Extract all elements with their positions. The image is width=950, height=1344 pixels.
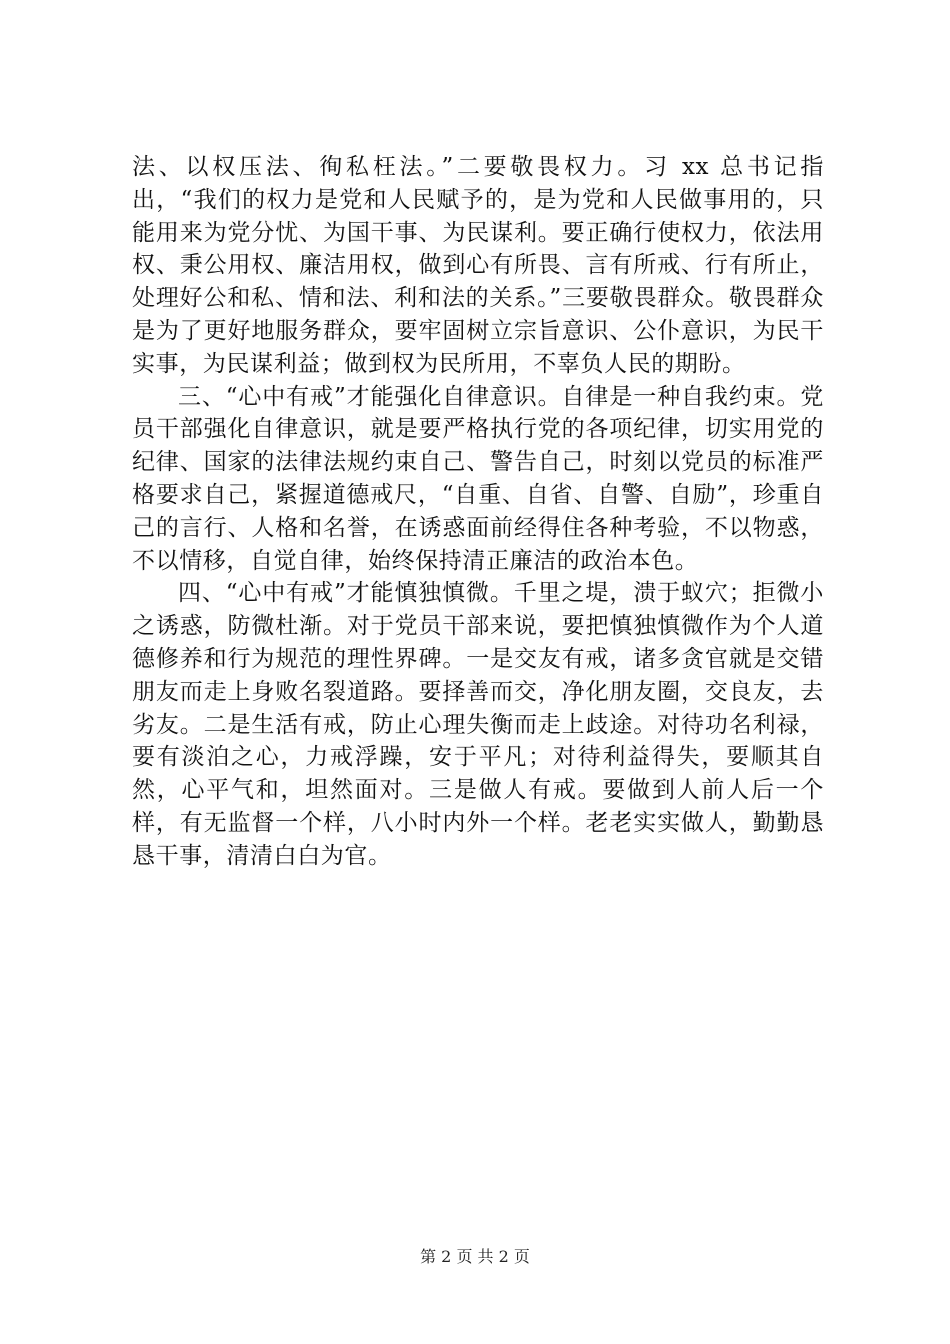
- page-footer: 第 2 页 共 2 页: [420, 1247, 530, 1266]
- document-body: [132, 151, 824, 873]
- paragraph-continuation: 法、以权压法、徇私枉法。”二要敬畏权力。习 xx 总书记指出，“我们的权力是党和人民赋予的，是为党和人民做事用的，只能用来为党分忧、为国干事、为民谋利。要正确行使权力，依法用权、秉公用权、廉洁用权，做到心有所畏、言有所戒、行有所止，处理好公和私、情和法、利和法的关系。”三要敬畏群众。敬畏群众是为了更好地服务群众，要牢固树立宗旨意识、公仆意识，为民干实事，为民谋利益；做到权为民所用，不辜负人民的期盼。: [132, 154, 824, 377]
- paragraph-section-three: 三、“心中有戒”才能强化自律意识。自律是一种自我约束。党员干部强化自律意识，就是要严格执行党的各项纪律，切实用党的纪律、国家的法律法规约束自己、警告自己，时刻以党员的标准严格要求自己，紧握道德戒尺，“自重、自省、自警、自励”，珍重自己的言行、人格和名誉，在诱惑面前经得住各种考验，不以物惑，不以情移，自觉自律，始终保持清正廉洁的政治本色。: [132, 383, 824, 574]
- paragraph-section-four: 四、“心中有戒”才能慎独慎微。千里之堤，溃于蚁穴；拒微小之诱惑，防微杜渐。对于党员干部来说，要把慎独慎微作为个人道德修养和行为规范的理性界碑。一是交友有戒，诸多贪官就是交错朋友而走上身败名裂道路。要择善而交，净化朋友圈，交良友，去劣友。二是生活有戒，防止心理失衡而走上歧途。对待功名利禄，要有淡泊之心，力戒浮躁，安于平凡；对待利益得失，要顺其自然，心平气和，坦然面对。三是做人有戒。要做到人前人后一个样，有无监督一个样，八小时内外一个样。老老实实做人，勤勤恳恳干事，清清白白为官。: [132, 580, 824, 869]
